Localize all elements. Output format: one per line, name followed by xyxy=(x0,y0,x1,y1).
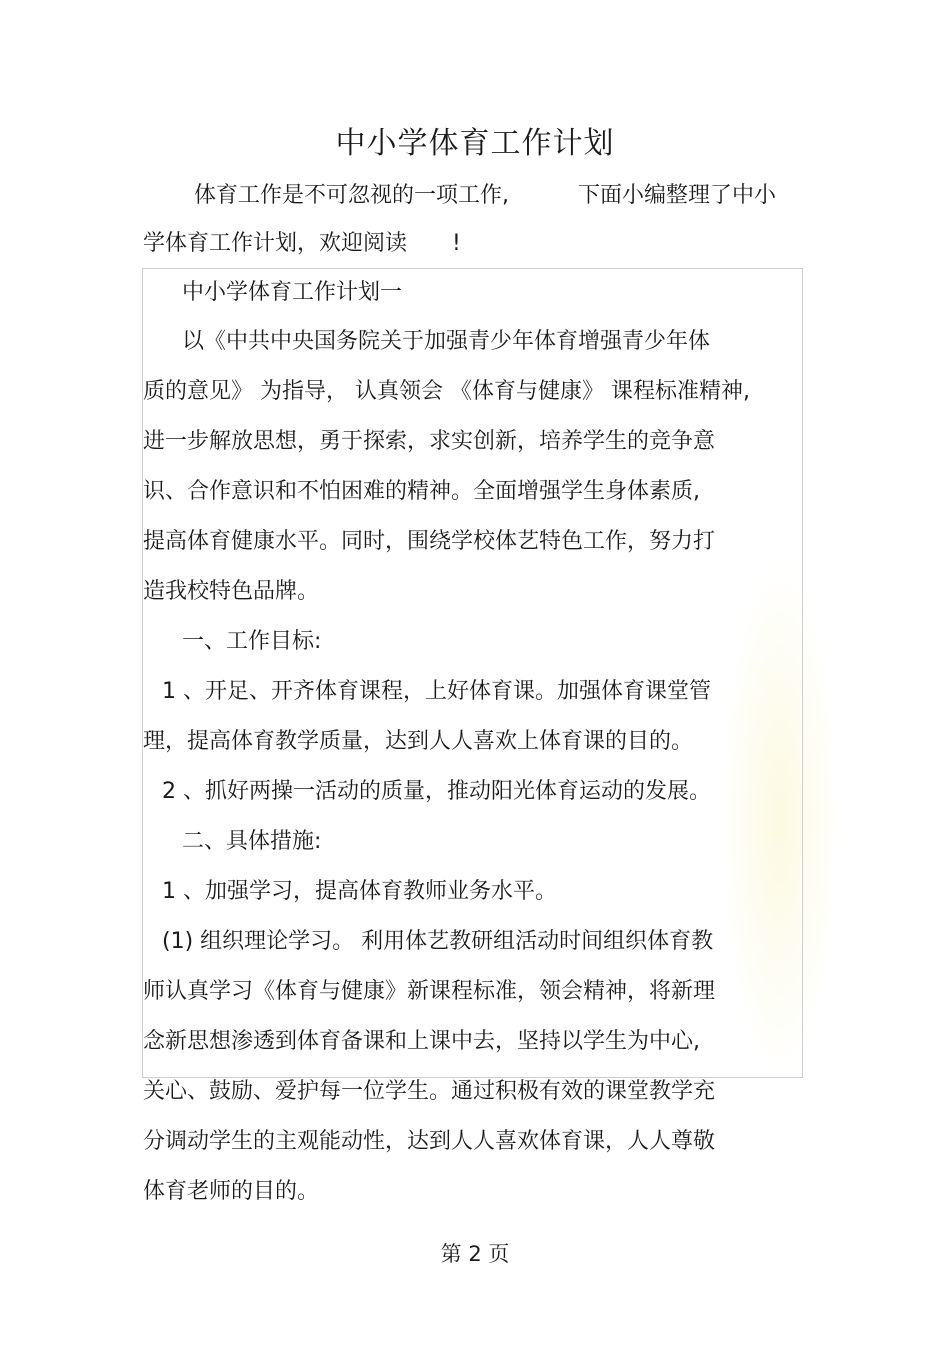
body-line: 理，提高体育教学质量，达到人人喜欢上体育课的目的。 xyxy=(143,729,694,754)
page-title: 中小学体育工作计划 xyxy=(335,126,615,161)
body-line: 进一步解放思想，勇于探索，求实创新，培养学生的竞争意 xyxy=(143,429,716,454)
subheading-goals: 一、工作目标: xyxy=(182,629,322,654)
intro-line-1a: 体育工作是不可忽视的一项工作, xyxy=(194,183,509,208)
intro-line-2a: 学体育工作计划，欢迎阅读 xyxy=(143,231,408,256)
page-number: 第 2 页 xyxy=(440,1242,510,1266)
body-line: 提高体育健康水平。同时，围绕学校体艺特色工作，努力打 xyxy=(143,529,716,554)
body-line: 念新思想渗透到体育备课和上课中去，坚持以学生为中心, xyxy=(143,1029,700,1054)
subheading-measures: 二、具体措施: xyxy=(182,829,322,854)
body-line: 2 、抓好两操一活动的质量，推动阳光体育运动的发展。 xyxy=(162,779,711,804)
body-line: 分调动学生的主观能动性，达到人人喜欢体育课，人人尊敬 xyxy=(143,1129,716,1154)
body-line: 1 、加强学习，提高体育教师业务水平。 xyxy=(162,879,557,904)
body-line: 造我校特色品牌。 xyxy=(143,579,320,604)
body-line: 师认真学习《体育与健康》新课程标准，领会精神，将新理 xyxy=(143,979,716,1004)
body-line: 识、合作意识和不怕困难的精神。全面增强学生身体素质, xyxy=(143,479,700,504)
body-line: 1 、开足、开齐体育课程，上好体育课。加强体育课堂管 xyxy=(162,679,711,704)
body-line: 质的意见》 为指导， 认真领会 《体育与健康》 课程标准精神, xyxy=(143,379,750,404)
body-line: (1) 组织理论学习。 利用体艺教研组活动时间组织体育教 xyxy=(162,929,714,954)
body-line: 体育老师的目的。 xyxy=(143,1179,320,1204)
body-line: 以《中共中央国务院关于加强青少年体育增强青少年体 xyxy=(182,329,711,354)
intro-line-2b: ! xyxy=(452,231,461,256)
section-heading: 中小学体育工作计划一 xyxy=(182,280,403,305)
intro-line-1b: 下面小编整理了中小 xyxy=(578,183,777,208)
body-line: 关心、鼓励、爱护每一位学生。通过积极有效的课堂教学充 xyxy=(143,1079,716,1104)
